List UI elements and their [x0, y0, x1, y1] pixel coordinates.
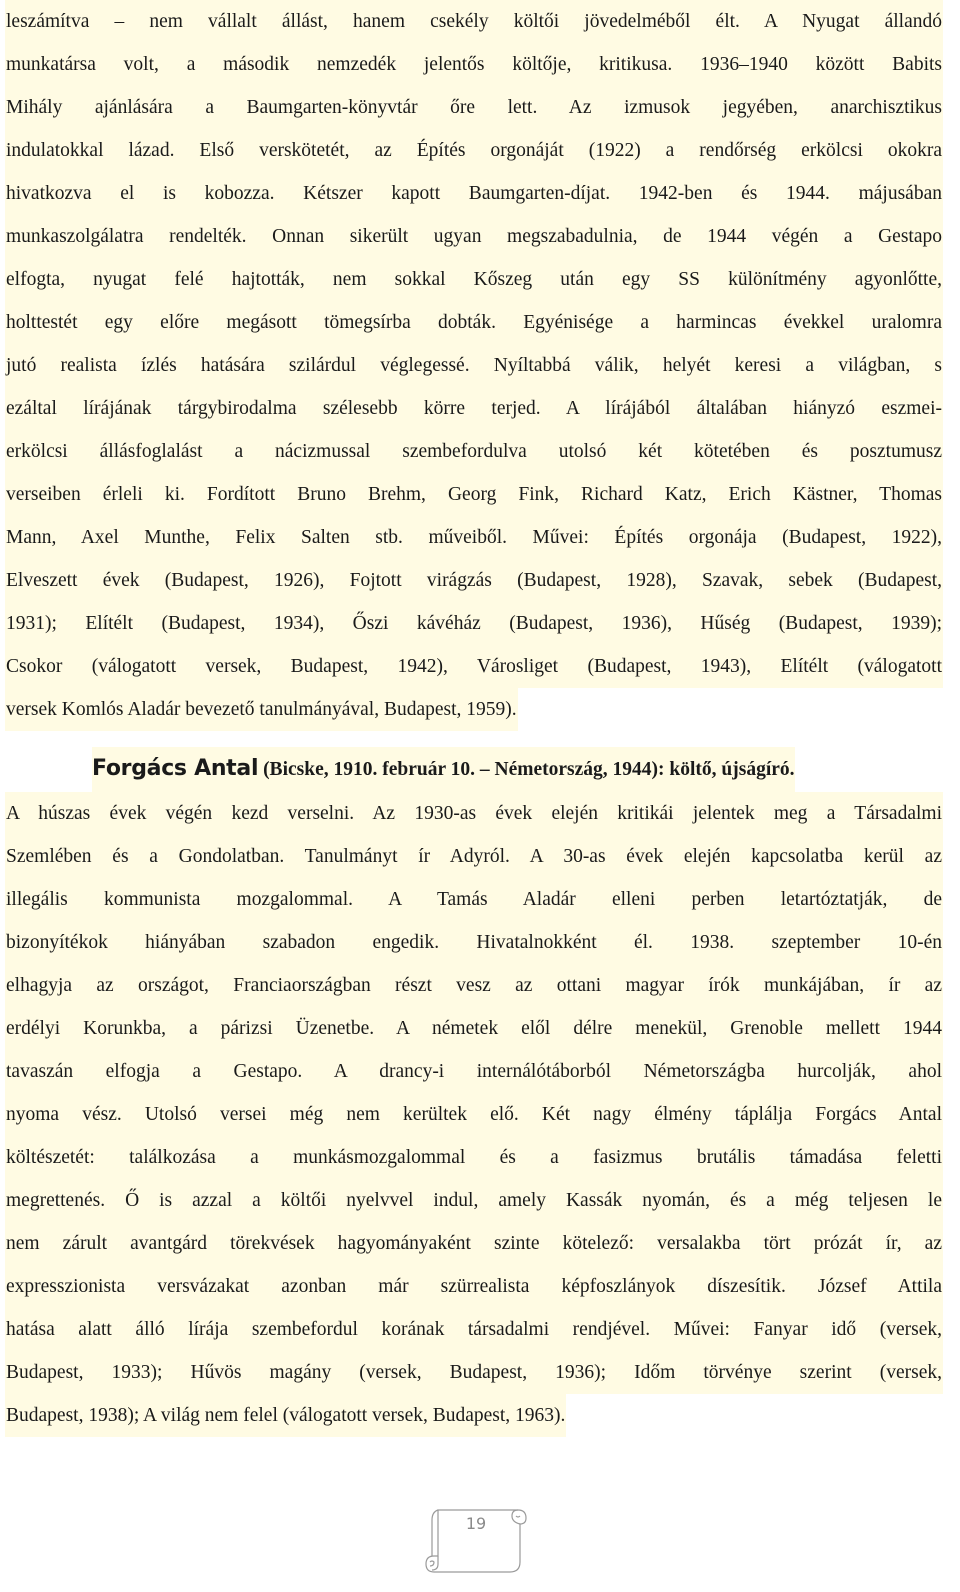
- text-line-last: versek Komlós Aladár bevezető tanulmányával, Budapest, 1959).: [0, 688, 960, 731]
- text-line: Csokor (válogatott versek, Budapest, 1942), Városliget (Budapest, 1943), Elítélt (válogatott: [0, 645, 960, 688]
- text-line: holttestét egy előre megásott tömegsírba dobták. Egyénisége a harmincas évekkel uralomra: [0, 301, 960, 344]
- text-line: Budapest, 1933); Hűvös magány (versek, Budapest, 1936); Időm törvénye szerint (versek,: [0, 1351, 960, 1394]
- text-line: leszámítva – nem vállalt állást, hanem csekély költői jövedelméből élt. A Nyugat állandó: [0, 0, 960, 43]
- text-line: bizonyítékok hiányában szabadon engedik. Hivatalnokként él. 1938. szeptember 10-én: [0, 921, 960, 964]
- text-line: indulatokkal lázad. Első verskötetét, az Építés orgonáját (1922) a rendőrség erkölcsi okokra: [0, 129, 960, 172]
- text-line: jutó realista ízlés hatására szilárdul véglegessé. Nyíltabbá válik, helyét keresi a világban, s: [0, 344, 960, 387]
- text-line: expresszionista versvázakat azonban már szürrealista képfoszlányok díszesítik. József Attila: [0, 1265, 960, 1308]
- text-line: A húszas évek végén kezd verselni. Az 1930-as évek elején kritikái jelentek meg a Társadalmi: [0, 792, 960, 835]
- text-line: tavaszán elfogja a Gestapo. A drancy-i internálótáborból Németországba hurcolják, ahol: [0, 1050, 960, 1093]
- text-line: nyoma vész. Utolsó versei még nem kerültek elő. Két nagy élmény táplálja Forgács Antal: [0, 1093, 960, 1136]
- text-line: elfogta, nyugat felé hajtották, nem sokkal Kőszeg után egy SS különítmény agyonlőtte,: [0, 258, 960, 301]
- entry-name: Forgács Antal: [92, 756, 259, 781]
- text-line: költészetét: találkozása a munkásmozgalommal és a fasizmus brutális támadása feletti: [0, 1136, 960, 1179]
- text-line: Elveszett évek (Budapest, 1926), Fojtott virágzás (Budapest, 1928), Szavak, sebek (Budapest,: [0, 559, 960, 602]
- text-line: erdélyi Korunkba, a párizsi Üzenetbe. A németek elől délre menekül, Grenoble mellett 1944: [0, 1007, 960, 1050]
- text-line: Mann, Axel Munthe, Felix Salten stb. műveiből. Művei: Építés orgonája (Budapest, 1922),: [0, 516, 960, 559]
- text-line: illegális kommunista mozgalommal. A Tamás Aladár elleni perben letartóztatják, de: [0, 878, 960, 921]
- text-line: megrettenés. Ő is azzal a költői nyelvvel indul, amely Kassák nyomán, és a még teljesen le: [0, 1179, 960, 1222]
- text-line: Szemlében és a Gondolatban. Tanulmányt ír Adyról. A 30-as évek elején kapcsolatba kerül az: [0, 835, 960, 878]
- entry-dates: (Bicske, 1910. február 10. – Németország, 1944): költő, újságíró.: [258, 759, 795, 780]
- text-line: hatása alatt álló lírája szembefordul korának társadalmi rendjével. Művei: Fanyar idő (versek,: [0, 1308, 960, 1351]
- text-line: munkaszolgálatra rendelték. Onnan sikerült ugyan megszabadulnia, de 1944 végén a Gestapo: [0, 215, 960, 258]
- text-line: Mihály ajánlására a Baumgarten-könyvtár őre lett. Az izmusok jegyében, anarchisztikus: [0, 86, 960, 129]
- text-line: nem zárult avantgárd törekvések hagyományaként szinte kötelező: versalakba tört prózát ír, az: [0, 1222, 960, 1265]
- entry-heading: [0, 747, 960, 791]
- text-line: 1931); Elítélt (Budapest, 1934), Őszi kávéház (Budapest, 1936), Hűség (Budapest, 1939);: [0, 602, 960, 645]
- text-line: verseiben érleli ki. Fordított Bruno Brehm, Georg Fink, Richard Katz, Erich Kästner, Thomas: [0, 473, 960, 516]
- text-line: munkatársa volt, a második nemzedék jelentős költője, kritikusa. 1936–1940 között Babits: [0, 43, 960, 86]
- text-line: ezáltal lírájának tárgybirodalma szélesebb körre terjed. A lírájából általában hiányzó eszmei-: [0, 387, 960, 430]
- text-line: elhagyja az országot, Franciaországban részt vesz az ottani magyar írók munkájában, ír az: [0, 964, 960, 1007]
- text-line-last: Budapest, 1938); A világ nem felel (válogatott versek, Budapest, 1963).: [0, 1394, 960, 1437]
- text-line: erkölcsi állásfoglalást a nácizmussal szembefordulva utolsó két kötetében és posztumusz: [0, 430, 960, 473]
- text-line: hivatkozva el is kobozza. Kétszer kapott Baumgarten-díjat. 1942-ben és 1944. májusában: [0, 172, 960, 215]
- page-number: 19: [465, 1514, 487, 1533]
